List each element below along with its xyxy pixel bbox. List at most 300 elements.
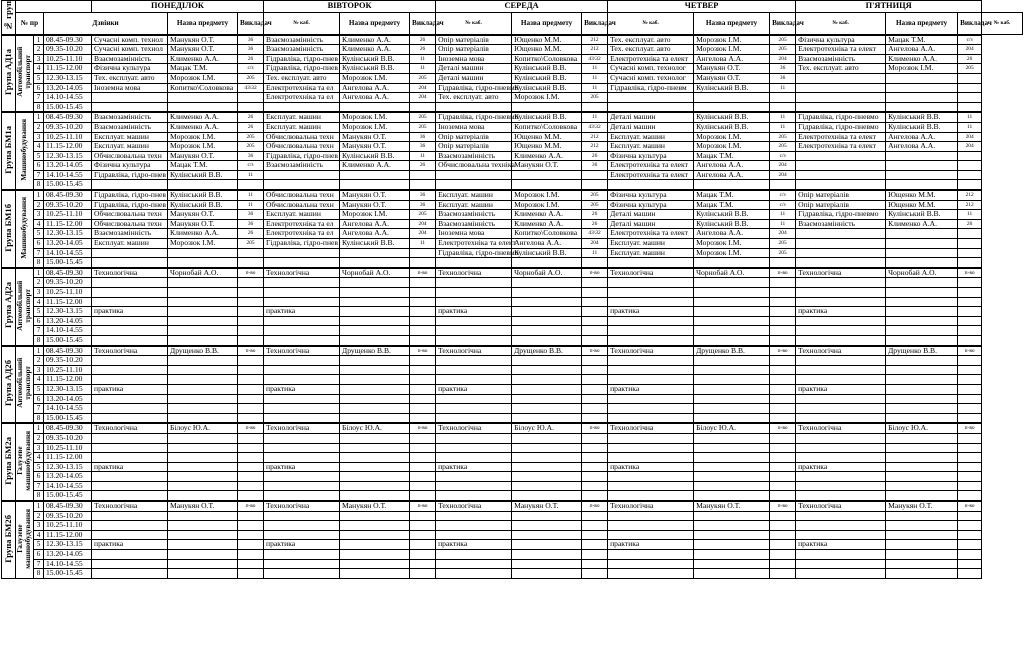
- teacher-cell: [168, 93, 238, 103]
- teacher-cell: [512, 559, 582, 569]
- table-row: [2, 307, 1023, 317]
- table-row: [2, 511, 1023, 521]
- teacher-cell: [886, 297, 958, 307]
- subject-cell: [92, 481, 168, 491]
- teacher-cell: [512, 530, 582, 540]
- teacher-cell: Клименко А.А.: [512, 210, 582, 220]
- room-cell: [410, 335, 436, 345]
- teacher-cell: [886, 472, 958, 482]
- teacher-cell: [340, 404, 410, 414]
- subject-cell: [264, 521, 340, 531]
- teacher-cell: Морозюк І.М.: [694, 142, 770, 152]
- room-header-monday: № каб.: [264, 12, 340, 34]
- subject-cell: [796, 180, 886, 190]
- table-row: [2, 423, 1023, 433]
- room-cell: п-во: [582, 346, 608, 356]
- room-cell: [582, 413, 608, 423]
- room-cell: [770, 453, 796, 463]
- pair-number: 6: [34, 83, 44, 93]
- teacher-cell: [168, 472, 238, 482]
- room-cell: [770, 375, 796, 385]
- room-cell: [238, 559, 264, 569]
- subject-cell: Технологічна: [436, 501, 512, 511]
- subject-cell: Електротехніка та ел: [264, 93, 340, 103]
- teacher-cell: [886, 511, 958, 521]
- room-cell: с/з: [238, 161, 264, 171]
- teacher-cell: Манукян О.Т.: [168, 501, 238, 511]
- room-cell: 212: [582, 132, 608, 142]
- room-cell: [582, 307, 608, 317]
- room-cell: [410, 569, 436, 579]
- subject-cell: [796, 550, 886, 560]
- pair-number: 7: [34, 481, 44, 491]
- bell-time: 10.25-11.10: [44, 443, 92, 453]
- room-cell: [238, 248, 264, 258]
- header-blank: [16, 1, 92, 13]
- room-cell: [958, 248, 982, 258]
- room-cell: [958, 384, 982, 394]
- room-cell: [238, 569, 264, 579]
- room-cell: [238, 180, 264, 190]
- teacher-cell: [512, 521, 582, 531]
- teacher-cell: [694, 569, 770, 579]
- room-cell: 26: [410, 45, 436, 55]
- subject-cell: [796, 170, 886, 180]
- pair-number: 5: [34, 151, 44, 161]
- bell-time: 11.15-12.00: [44, 453, 92, 463]
- teacher-cell: Морозюк І.М.: [512, 190, 582, 200]
- teacher-cell: [512, 511, 582, 521]
- room-cell: [238, 472, 264, 482]
- subject-cell: Сучасні комп. технолог: [608, 73, 694, 83]
- subject-cell: [436, 365, 512, 375]
- teacher-cell: [340, 326, 410, 336]
- teacher-cell: [886, 335, 958, 345]
- room-cell: с/з: [238, 64, 264, 74]
- subject-cell: [92, 93, 168, 103]
- teacher-cell: [512, 375, 582, 385]
- teacher-cell: [886, 491, 958, 501]
- table-row: [2, 462, 1023, 472]
- subject-cell: Взаємозамінність: [436, 219, 512, 229]
- subject-cell: [796, 491, 886, 501]
- pair-number: 3: [34, 521, 44, 531]
- specialty-cell: [16, 501, 34, 578]
- subject-cell: [608, 356, 694, 366]
- teacher-cell: Манукян О.Т.: [340, 200, 410, 210]
- teacher-cell: [512, 550, 582, 560]
- room-cell: п-во: [770, 423, 796, 433]
- teacher-cell: Морозюк І.М.: [512, 200, 582, 210]
- teacher-cell: [168, 297, 238, 307]
- group-name: Група АД2а: [3, 282, 14, 329]
- teacher-cell: [512, 491, 582, 501]
- subject-cell: [608, 559, 694, 569]
- teacher-cell: [886, 433, 958, 443]
- subject-cell: Гідравліка, гідро-пневм: [608, 83, 694, 93]
- bell-time: 10.25-11.10: [44, 54, 92, 64]
- room-cell: [582, 433, 608, 443]
- teacher-cell: [512, 180, 582, 190]
- subject-cell: [608, 180, 694, 190]
- teacher-cell: Ющенко М.М.: [512, 132, 582, 142]
- room-cell: [770, 433, 796, 443]
- teacher-cell: Кулінський В.В.: [886, 122, 958, 132]
- teacher-cell: [168, 540, 238, 550]
- pair-number: 6: [34, 550, 44, 560]
- teacher-cell: Манукян О.Т.: [340, 142, 410, 152]
- bell-time: 09.35-10.20: [44, 200, 92, 210]
- teacher-cell: Ангелова А.А.: [694, 170, 770, 180]
- teacher-cell: [168, 462, 238, 472]
- bell-time: 13.20-14.05: [44, 394, 92, 404]
- teacher-cell: Кулінський В.В.: [886, 112, 958, 122]
- subject-cell: [608, 93, 694, 103]
- room-cell: [958, 481, 982, 491]
- table-row: [2, 472, 1023, 482]
- bell-time: 10.25-11.10: [44, 365, 92, 375]
- room-cell: [410, 462, 436, 472]
- subject-cell: [92, 453, 168, 463]
- subject-cell: [264, 550, 340, 560]
- subject-cell: [608, 472, 694, 482]
- room-cell: 205: [770, 248, 796, 258]
- teacher-cell: Ющенко М.М.: [512, 142, 582, 152]
- subject-cell: практика: [436, 462, 512, 472]
- subject-cell: Експлуат. машин: [264, 112, 340, 122]
- room-cell: [410, 472, 436, 482]
- room-cell: 204: [958, 45, 982, 55]
- subject-cell: Взаємозамінність: [796, 219, 886, 229]
- room-cell: [238, 356, 264, 366]
- teacher-cell: [168, 316, 238, 326]
- subject-cell: [436, 278, 512, 288]
- subject-cell: Обчислювальна техн: [92, 151, 168, 161]
- room-cell: 205: [770, 132, 796, 142]
- subject-cell: Експлуат. машин: [436, 200, 512, 210]
- teacher-cell: [340, 316, 410, 326]
- group-name-cell: [2, 190, 16, 268]
- room-cell: 11: [238, 170, 264, 180]
- room-cell: [582, 258, 608, 268]
- room-cell: [582, 550, 608, 560]
- room-cell: [238, 375, 264, 385]
- subject-cell: практика: [436, 540, 512, 550]
- subject-cell: Експлуат. машин: [436, 190, 512, 200]
- subject-cell: [796, 335, 886, 345]
- pair-number: 7: [34, 170, 44, 180]
- teacher-cell: [694, 93, 770, 103]
- subject-cell: [436, 453, 512, 463]
- subject-cell: [92, 521, 168, 531]
- teacher-cell: [886, 550, 958, 560]
- subject-cell: Іноземна мова: [92, 83, 168, 93]
- group-name-cell: [2, 35, 16, 113]
- bell-time: 13.20-14.05: [44, 472, 92, 482]
- teacher-cell: [168, 569, 238, 579]
- teacher-cell: [340, 170, 410, 180]
- pair-number: 4: [34, 297, 44, 307]
- subject-cell: Гідравліка, гідро-пнев: [92, 170, 168, 180]
- subject-cell: [608, 481, 694, 491]
- room-cell: [238, 511, 264, 521]
- table-row: [2, 288, 1023, 298]
- room-cell: [238, 413, 264, 423]
- teacher-cell: [340, 521, 410, 531]
- subject-cell: Технологічна: [608, 346, 694, 356]
- subject-cell: [92, 180, 168, 190]
- subject-cell: [264, 375, 340, 385]
- room-cell: [410, 356, 436, 366]
- teacher-cell: [340, 384, 410, 394]
- teacher-cell: [694, 307, 770, 317]
- subject-cell: Технологічна: [92, 423, 168, 433]
- subject-cell: Обчислювальна техн: [264, 142, 340, 152]
- subject-cell: практика: [796, 540, 886, 550]
- subject-cell: Технологічна: [436, 423, 512, 433]
- teacher-cell: Чорнобай А.О.: [512, 268, 582, 278]
- room-cell: [238, 491, 264, 501]
- subject-cell: Фізична культура: [608, 200, 694, 210]
- bell-time: 14.10-14.55: [44, 404, 92, 414]
- subject-cell: Тех. експлуат. авто: [796, 64, 886, 74]
- teacher-cell: Мацак Т.М.: [168, 64, 238, 74]
- subject-cell: [92, 326, 168, 336]
- subject-cell: Технологічна: [92, 268, 168, 278]
- teacher-cell: Кулінський В.В.: [340, 54, 410, 64]
- subject-cell: [92, 375, 168, 385]
- room-cell: 204: [770, 54, 796, 64]
- room-cell: [958, 356, 982, 366]
- table-row: [2, 45, 1023, 55]
- subject-cell: [92, 288, 168, 298]
- pair-number: 6: [34, 316, 44, 326]
- teacher-cell: [694, 316, 770, 326]
- room-cell: [958, 462, 982, 472]
- teacher-cell: Копитко\Соловкова: [168, 83, 238, 93]
- subject-cell: Сучасні комп. технол: [92, 45, 168, 55]
- subject-cell: Гідравліка, гідро-пнев: [92, 190, 168, 200]
- teacher-cell: Клименко А.А.: [340, 45, 410, 55]
- teacher-header-thursday: Викладач: [770, 12, 796, 34]
- bell-time: 15.00-15.45: [44, 569, 92, 579]
- teacher-cell: [340, 491, 410, 501]
- room-cell: 26: [238, 54, 264, 64]
- room-cell: [410, 258, 436, 268]
- room-cell: с/з: [770, 190, 796, 200]
- subject-cell: практика: [264, 540, 340, 550]
- room-cell: [410, 550, 436, 560]
- subject-header-monday: Назва предмету: [168, 12, 238, 34]
- subject-cell: Електротехніка та елект: [608, 54, 694, 64]
- day-header-tuesday: ВІВТОРОК: [264, 1, 436, 13]
- subject-cell: Технологічна: [796, 501, 886, 511]
- room-cell: [582, 491, 608, 501]
- table-row: [2, 413, 1023, 423]
- room-cell: [770, 102, 796, 112]
- teacher-cell: [512, 365, 582, 375]
- room-cell: [238, 297, 264, 307]
- teacher-cell: Кулінський В.В.: [512, 112, 582, 122]
- room-cell: 204: [958, 132, 982, 142]
- subject-cell: [796, 375, 886, 385]
- subject-cell: [436, 511, 512, 521]
- teacher-cell: Ющенко М.М.: [886, 200, 958, 210]
- teacher-cell: [340, 365, 410, 375]
- subject-cell: практика: [436, 384, 512, 394]
- teacher-cell: [694, 511, 770, 521]
- room-cell: [770, 462, 796, 472]
- teacher-cell: Морозюк І.М.: [168, 132, 238, 142]
- room-cell: [410, 307, 436, 317]
- day-header-wednesday: СЕРЕДА: [436, 1, 608, 13]
- teacher-cell: Манукян О.Т.: [886, 501, 958, 511]
- teacher-cell: [886, 248, 958, 258]
- subject-cell: [608, 316, 694, 326]
- room-header-friday: № каб.: [982, 12, 1023, 34]
- bell-time: 14.10-14.55: [44, 93, 92, 103]
- subject-cell: Тех. експлуат. авто: [436, 93, 512, 103]
- bell-time: 13.20-14.05: [44, 316, 92, 326]
- bell-time: 10.25-11.10: [44, 132, 92, 142]
- subject-cell: [796, 453, 886, 463]
- subject-cell: Фізична культура: [796, 35, 886, 45]
- subject-cell: Технологічна: [796, 268, 886, 278]
- teacher-header-monday: Викладач: [238, 12, 264, 34]
- room-cell: 204: [958, 142, 982, 152]
- teacher-cell: [886, 521, 958, 531]
- teacher-cell: [340, 356, 410, 366]
- room-cell: [770, 297, 796, 307]
- subject-cell: [264, 443, 340, 453]
- subject-cell: [264, 433, 340, 443]
- teacher-cell: [886, 161, 958, 171]
- teacher-cell: Мацак Т.М.: [886, 35, 958, 45]
- room-cell: 11: [410, 64, 436, 74]
- subject-cell: [796, 258, 886, 268]
- room-cell: [958, 335, 982, 345]
- subject-cell: [796, 316, 886, 326]
- teacher-cell: Мацак Т.М.: [694, 200, 770, 210]
- subject-cell: практика: [92, 384, 168, 394]
- room-cell: 36: [410, 132, 436, 142]
- room-cell: 36: [238, 45, 264, 55]
- teacher-cell: [886, 278, 958, 288]
- room-cell: [410, 394, 436, 404]
- bell-time: 09.35-10.20: [44, 511, 92, 521]
- table-row: [2, 356, 1023, 366]
- bell-time: 12.30-13.15: [44, 462, 92, 472]
- teacher-cell: Клименко А.А.: [512, 151, 582, 161]
- bell-time: 08.45-09.30: [44, 346, 92, 356]
- pair-number: 2: [34, 433, 44, 443]
- subject-cell: Експлуат. машин: [608, 248, 694, 258]
- teacher-cell: Клименко А.А.: [340, 35, 410, 45]
- table-row: [2, 180, 1023, 190]
- room-cell: [410, 102, 436, 112]
- subject-cell: Електротехніка та ел: [264, 229, 340, 239]
- teacher-cell: [694, 297, 770, 307]
- teacher-cell: [694, 453, 770, 463]
- subject-cell: Тех. експлуат. авто: [264, 73, 340, 83]
- room-cell: [582, 481, 608, 491]
- room-cell: п-во: [238, 268, 264, 278]
- teacher-cell: [694, 102, 770, 112]
- subject-cell: Гідравліка, гідро-пнев: [264, 151, 340, 161]
- teacher-cell: Кулінський В.В.: [512, 83, 582, 93]
- pair-number: 8: [34, 491, 44, 501]
- teacher-cell: [694, 365, 770, 375]
- room-header-tuesday: № каб.: [436, 12, 512, 34]
- subject-cell: [796, 278, 886, 288]
- table-row: [2, 93, 1023, 103]
- teacher-cell: [694, 472, 770, 482]
- subject-cell: Тех. експлуат. авто: [608, 45, 694, 55]
- room-cell: [238, 288, 264, 298]
- pair-number: 1: [34, 501, 44, 511]
- day-header-friday: П'ЯТНИЦЯ: [796, 1, 982, 13]
- table-row: [2, 375, 1023, 385]
- group-name: Група БМ1а: [3, 126, 14, 174]
- bell-time: 09.35-10.20: [44, 278, 92, 288]
- teacher-cell: [340, 540, 410, 550]
- subject-cell: [796, 288, 886, 298]
- room-cell: 36: [410, 200, 436, 210]
- table-row: [2, 491, 1023, 501]
- room-cell: 212: [582, 142, 608, 152]
- room-cell: 11: [958, 210, 982, 220]
- room-cell: [410, 481, 436, 491]
- room-cell: 205: [770, 45, 796, 55]
- subject-cell: [796, 356, 886, 366]
- teacher-cell: [886, 413, 958, 423]
- room-cell: 11: [770, 112, 796, 122]
- room-cell: 26: [238, 112, 264, 122]
- teacher-cell: Клименко А.А.: [512, 219, 582, 229]
- teacher-cell: [340, 433, 410, 443]
- group-name: Група БМ2б: [3, 514, 14, 563]
- teacher-cell: [512, 297, 582, 307]
- teacher-cell: [886, 258, 958, 268]
- room-cell: 43\32: [582, 54, 608, 64]
- group-name-cell: [2, 346, 16, 424]
- subject-cell: Технологічна: [796, 423, 886, 433]
- room-cell: [958, 93, 982, 103]
- subject-cell: [92, 394, 168, 404]
- room-cell: [238, 462, 264, 472]
- subject-cell: Гідравліка, гідро-пневмо: [796, 122, 886, 132]
- bell-time: 08.45-09.30: [44, 190, 92, 200]
- teacher-cell: Кулінський В.В.: [694, 122, 770, 132]
- table-row: [2, 384, 1023, 394]
- subject-cell: Фізична культура: [608, 190, 694, 200]
- room-cell: п-во: [582, 423, 608, 433]
- room-cell: 205: [238, 142, 264, 152]
- teacher-cell: [168, 248, 238, 258]
- subject-cell: [796, 83, 886, 93]
- teacher-cell: [694, 404, 770, 414]
- teacher-cell: Морозюк І.М.: [694, 45, 770, 55]
- room-cell: 11: [958, 112, 982, 122]
- room-cell: [410, 404, 436, 414]
- bell-time: 15.00-15.45: [44, 491, 92, 501]
- room-cell: [410, 288, 436, 298]
- teacher-cell: Ангелова А.А.: [886, 45, 958, 55]
- pair-number: 1: [34, 112, 44, 122]
- subject-cell: [436, 258, 512, 268]
- subject-cell: Іноземна мова: [436, 122, 512, 132]
- teacher-cell: [168, 443, 238, 453]
